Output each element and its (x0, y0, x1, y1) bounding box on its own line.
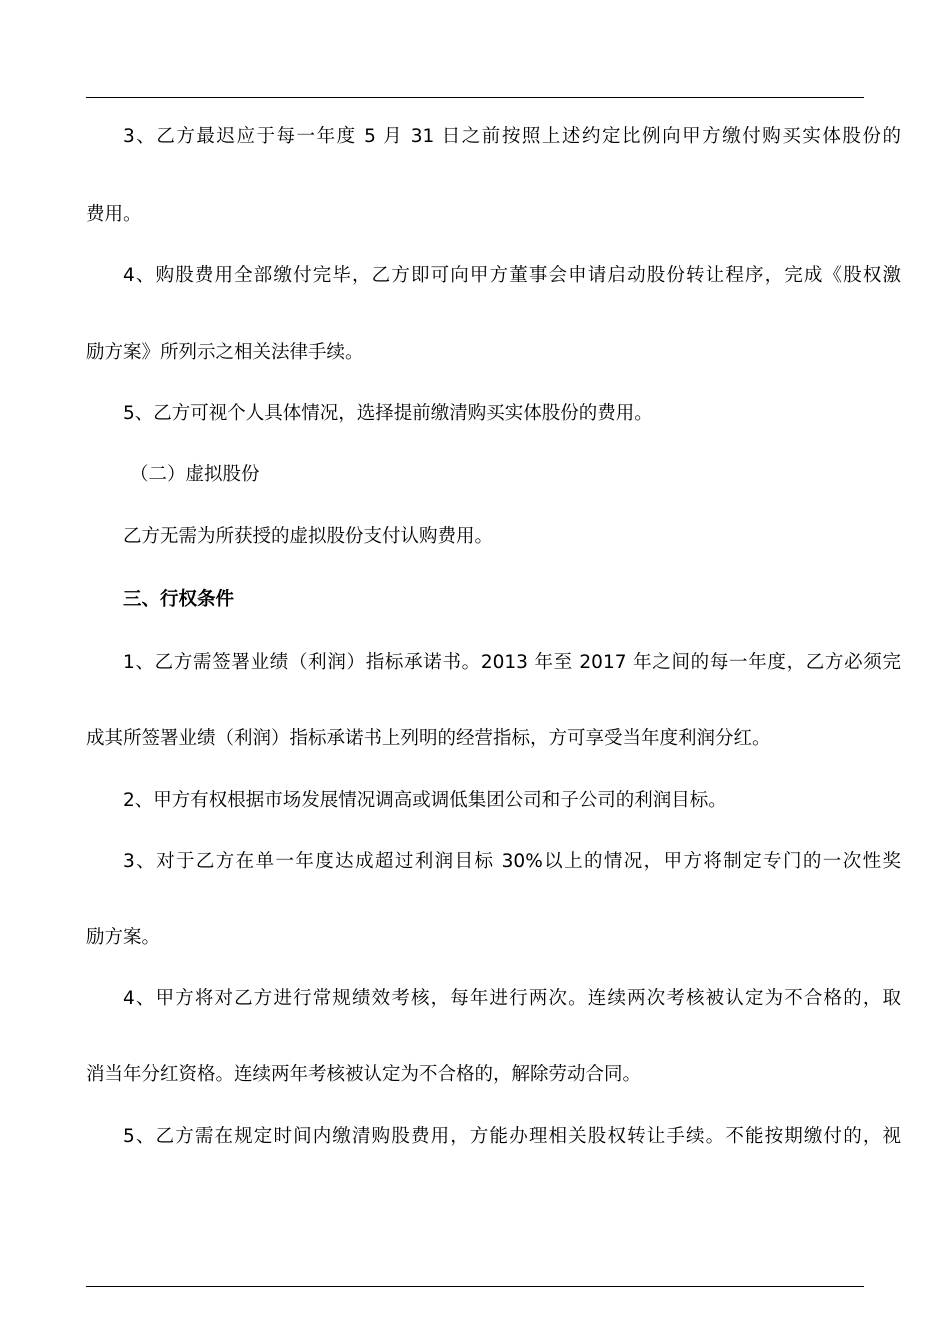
paragraph-line: 励方案》所列示之相关法律手续。 (86, 342, 364, 363)
paragraph-line: 3、乙方最迟应于每一年度 5 月 31 日之前按照上述约定比例向甲方缴付购买实体股份的 (123, 126, 901, 147)
paragraph-line: 2、甲方有权根据市场发展情况调高或调低集团公司和子公司的利润目标。 (123, 790, 727, 811)
header-rule (86, 97, 864, 98)
paragraph-line: 1、乙方需签署业绩（利润）指标承诺书。2013 年至 2017 年之间的每一年度，乙方必须完 (123, 652, 901, 673)
paragraph-line: 5、乙方需在规定时间内缴清购股费用，方能办理相关股权转让手续。不能按期缴付的，视 (123, 1126, 901, 1147)
paragraph-line: 乙方无需为所获授的虚拟股份支付认购费用。 (123, 526, 494, 547)
paragraph-line: 5、乙方可视个人具体情况，选择提前缴清购买实体股份的费用。 (123, 403, 653, 424)
footer-rule (86, 1286, 864, 1287)
paragraph-line: 励方案。 (86, 927, 161, 948)
paragraph-line: 成其所签署业绩（利润）指标承诺书上列明的经营指标，方可享受当年度利润分红。 (86, 728, 771, 749)
paragraph-line: 3、对于乙方在单一年度达成超过利润目标 30%以上的情况，甲方将制定专门的一次性奖 (123, 851, 901, 872)
paragraph-line: 4、购股费用全部缴付完毕，乙方即可向甲方董事会申请启动股份转让程序，完成《股权激 (123, 265, 901, 286)
section-heading: （二）虚拟股份 (130, 464, 260, 485)
section-title: 三、行权条件 (123, 589, 235, 610)
paragraph-line: 费用。 (86, 204, 142, 225)
paragraph-line: 4、甲方将对乙方进行常规绩效考核，每年进行两次。连续两次考核被认定为不合格的，取 (123, 988, 901, 1009)
paragraph-line: 消当年分红资格。连续两年考核被认定为不合格的，解除劳动合同。 (86, 1064, 642, 1085)
